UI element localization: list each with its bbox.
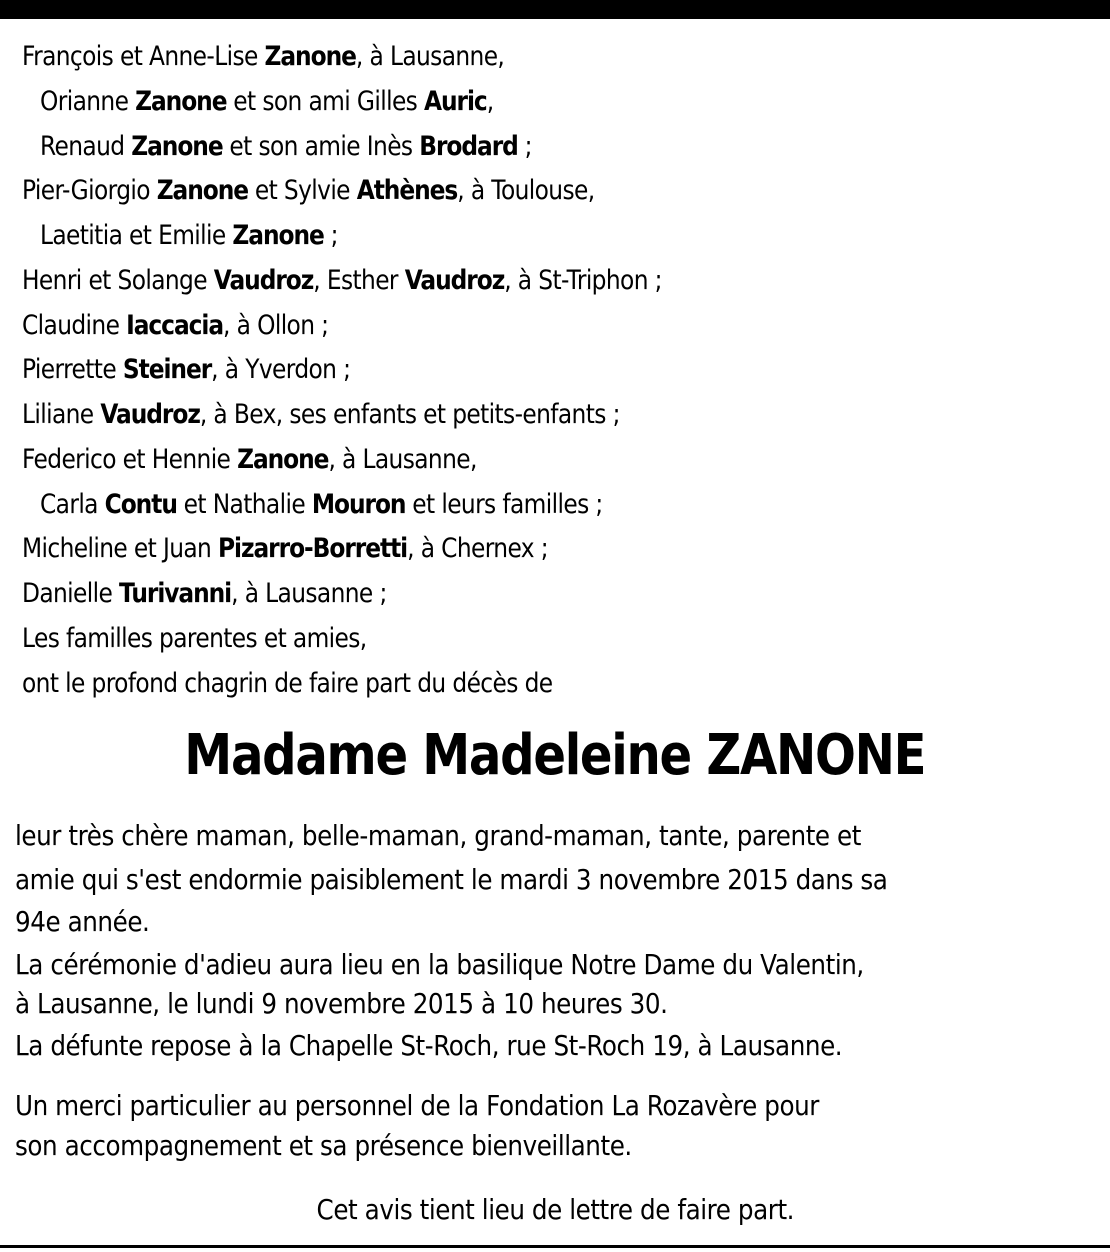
family-line [22, 399, 620, 430]
family-text: ; [323, 220, 338, 251]
family-text: François et Anne-Lise [22, 41, 265, 72]
family-surname: Iaccacia [126, 309, 224, 341]
family-surname: Zanone [135, 85, 227, 117]
family-text: Les familles parentes et amies, [22, 622, 367, 654]
family-line [22, 443, 477, 475]
family-surname: Vaudroz [100, 399, 200, 430]
family-text: Carla [40, 488, 105, 520]
family-text: et son amie Inès [222, 130, 420, 162]
family-text: Orianne [40, 85, 136, 117]
family-text: , à Bex, ses enfants et petits-enfants ; [199, 399, 620, 430]
family-text: , [486, 85, 494, 117]
family-line [40, 488, 603, 520]
family-text: Claudine [22, 309, 127, 341]
family-text: , à Lausanne, [355, 41, 505, 72]
family-surname: Steiner [122, 354, 212, 386]
family-line [22, 578, 387, 609]
family-surname: Contu [104, 488, 177, 520]
body-line: La défunte repose à la Chapelle St-Roch, rue St-Roch 19, à Lausanne. [15, 1029, 843, 1062]
family-surname: Zanone [131, 130, 223, 162]
body-line: leur très chère maman, belle-maman, grand-maman, tante, parente et [15, 819, 861, 852]
family-text: Pierrette [22, 354, 123, 386]
thanks-line: son accompagnement et sa présence bienveillante. [15, 1129, 632, 1162]
family-line [22, 41, 505, 72]
family-surname: Vaudroz [213, 264, 314, 296]
family-text: ; [517, 130, 532, 162]
family-text: Micheline et Juan [22, 533, 219, 565]
family-line [40, 85, 494, 117]
family-text: ont le profond chagrin de faire part du décès de [22, 667, 553, 699]
family-text: et son ami Gilles [226, 85, 425, 117]
family-text: , à Lausanne ; [231, 578, 387, 609]
family-surname: Vaudroz [404, 264, 505, 296]
family-line [22, 533, 549, 565]
family-text: et leurs familles ; [405, 488, 603, 520]
deceased-name: Madame Madeleine ZANONE [184, 723, 926, 788]
body-line: à Lausanne, le lundi 9 novembre 2015 à 10 heures 30. [15, 987, 668, 1020]
body-line: 94e année. [15, 905, 150, 938]
family-surname: Zanone [264, 41, 356, 72]
family-text: Renaud [40, 130, 132, 162]
family-text: Federico et Hennie [22, 443, 238, 475]
family-text: , à St-Triphon ; [504, 264, 662, 296]
family-surname: Zanone [237, 443, 329, 475]
family-surname: Brodard [419, 130, 518, 162]
family-text: , à Chernex ; [407, 533, 549, 565]
family-text: Laetitia et Emilie [40, 220, 233, 251]
family-line [22, 667, 553, 699]
family-surname: Auric [424, 85, 487, 117]
body-line: La cérémonie d'adieu aura lieu en la basilique Notre Dame du Valentin, [15, 948, 864, 981]
family-surname: Athènes [356, 175, 458, 207]
family-line [22, 264, 662, 296]
closing-note: Cet avis tient lieu de lettre de faire part. [316, 1193, 794, 1226]
family-line [22, 354, 351, 386]
family-text: Danielle [22, 578, 120, 609]
family-line [40, 220, 338, 251]
family-text: Henri et Solange [22, 264, 214, 296]
family-text: , à Ollon ; [223, 309, 329, 341]
family-text: , Esther [313, 264, 405, 296]
family-text: , à Yverdon ; [211, 354, 351, 386]
family-line [22, 622, 367, 654]
family-surname: Zanone [232, 220, 324, 251]
family-text: et Sylvie [248, 175, 357, 207]
family-surname: Zanone [156, 175, 249, 207]
family-text: , à Lausanne, [328, 443, 477, 475]
family-line [22, 309, 329, 341]
family-line [40, 130, 532, 162]
bottom-rule [0, 1245, 1110, 1248]
family-surname: Turivanni [119, 578, 232, 609]
family-surname: Pizarro-Borretti [218, 533, 408, 565]
family-text: , à Toulouse, [457, 175, 595, 207]
family-line [22, 175, 595, 207]
family-text: Liliane [22, 399, 101, 430]
thanks-line: Un merci particulier au personnel de la Fondation La Rozavère pour [15, 1089, 819, 1122]
family-text: et Nathalie [176, 488, 312, 520]
body-line: amie qui s'est endormie paisiblement le mardi 3 novembre 2015 dans sa [15, 863, 888, 896]
family-text: Pier-Giorgio [22, 175, 157, 207]
family-surname: Mouron [311, 488, 406, 520]
top-rule [0, 0, 1110, 19]
